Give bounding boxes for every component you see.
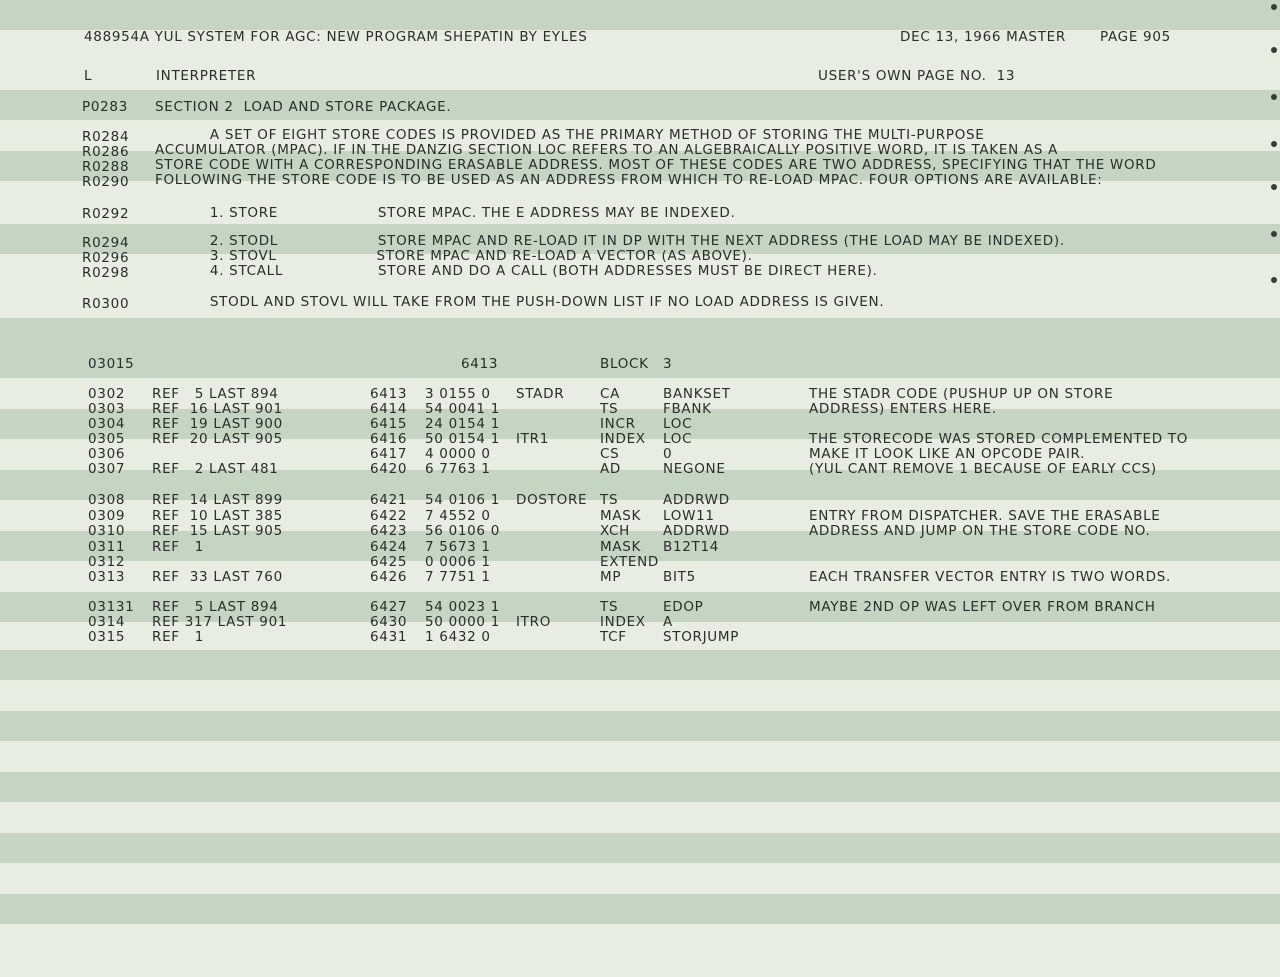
octal-word: 1 6432 0: [425, 629, 491, 645]
remark-text: 1. STORE STORE MPAC. THE E ADDRESS MAY BE INDEXED.: [155, 205, 736, 221]
section-code: L: [84, 68, 93, 84]
block-number: 3: [663, 356, 673, 372]
line-number: 0315: [88, 629, 126, 645]
remark-id: R0286: [82, 144, 130, 160]
line-number: 0310: [88, 523, 126, 539]
paper-band: [0, 772, 1280, 802]
opcode: AD: [600, 461, 622, 477]
paper-band: [0, 0, 1280, 30]
reference: REF 317 LAST 901: [152, 614, 288, 630]
reference: REF 2 LAST 481: [152, 461, 279, 477]
remark-id: R0284: [82, 129, 130, 145]
remark-text: 2. STODL STORE MPAC AND RE-LOAD IT IN DP WITH THE NEXT ADDRESS (THE LOAD MAY BE INDEXED).: [155, 233, 1065, 249]
operand: NEGONE: [663, 461, 726, 477]
remark-text: A SET OF EIGHT STORE CODES IS PROVIDED AS THE PRIMARY METHOD OF STORING THE MULTI-PURPOSE: [155, 127, 985, 143]
opcode: MASK: [600, 508, 642, 524]
operand: ADDRWD: [663, 492, 730, 508]
address: 6422: [370, 508, 408, 524]
operand: BANKSET: [663, 386, 731, 402]
tractor-hole: [1271, 4, 1277, 10]
address: 6413: [370, 386, 408, 402]
opcode: MASK: [600, 539, 642, 555]
paper-band: [0, 833, 1280, 863]
octal-word: 54 0023 1: [425, 599, 501, 615]
comment: EACH TRANSFER VECTOR ENTRY IS TWO WORDS.: [809, 569, 1171, 585]
operand: ADDRWD: [663, 523, 730, 539]
line-number: 0305: [88, 431, 126, 447]
reference: REF 5 LAST 894: [152, 599, 279, 615]
line-number: 03131: [88, 599, 135, 615]
octal-word: 50 0000 1: [425, 614, 501, 630]
reference: REF 1: [152, 629, 205, 645]
octal-word: 0 0006 1: [425, 554, 491, 570]
operand: B12T14: [663, 539, 720, 555]
address: 6426: [370, 569, 408, 585]
address: 6430: [370, 614, 408, 630]
reference: REF 33 LAST 760: [152, 569, 283, 585]
address: 6415: [370, 416, 408, 432]
remark-text: 3. STOVL STORE MPAC AND RE-LOAD A VECTOR (AS ABOVE).: [155, 248, 753, 264]
remark-id: R0298: [82, 265, 130, 281]
label: ITR1: [516, 431, 549, 447]
line-number: 0311: [88, 539, 126, 555]
tractor-hole: [1271, 231, 1277, 237]
remark-text: SECTION 2 LOAD AND STORE PACKAGE.: [155, 99, 452, 115]
octal-word: 24 0154 1: [425, 416, 501, 432]
line-number: 0313: [88, 569, 126, 585]
octal-word: 3 0155 0: [425, 386, 491, 402]
operand: STORJUMP: [663, 629, 740, 645]
remark-text: ACCUMULATOR (MPAC). IF IN THE DANZIG SECTION LOC REFERS TO AN ALGEBRAICALLY POSITIVE WORD, IT IS TAKEN AS A: [155, 142, 1059, 158]
remark-id: P0283: [82, 99, 128, 115]
address: 6427: [370, 599, 408, 615]
line-number: 0309: [88, 508, 126, 524]
block-label: BLOCK: [600, 356, 649, 372]
address: 6421: [370, 492, 408, 508]
tractor-hole: [1271, 277, 1277, 283]
reference: REF 5 LAST 894: [152, 386, 279, 402]
remark-text: STORE CODE WITH A CORRESPONDING ERASABLE ADDRESS. MOST OF THESE CODES ARE TWO ADDRESS, SPECIFYING THAT THE WORD: [155, 157, 1157, 173]
operand: FBANK: [663, 401, 712, 417]
block-line-number: 03015: [88, 356, 135, 372]
listing-date: DEC 13, 1966 MASTER: [900, 29, 1066, 45]
tractor-hole: [1271, 94, 1277, 100]
remark-text: FOLLOWING THE STORE CODE IS TO BE USED AS AN ADDRESS FROM WHICH TO RE-LOAD MPAC. FOUR OPTIONS ARE AVAILABLE:: [155, 172, 1103, 188]
operand: LOW11: [663, 508, 715, 524]
operand: BIT5: [663, 569, 696, 585]
paper-band: [0, 711, 1280, 741]
remark-id: R0294: [82, 235, 130, 251]
reference: REF 20 LAST 905: [152, 431, 283, 447]
section-name: INTERPRETER: [156, 68, 257, 84]
remark-id: R0288: [82, 159, 130, 175]
octal-word: 54 0041 1: [425, 401, 501, 417]
address: 6420: [370, 461, 408, 477]
opcode: TCF: [600, 629, 627, 645]
remark-id: R0292: [82, 206, 130, 222]
tractor-hole: [1271, 141, 1277, 147]
address: 6431: [370, 629, 408, 645]
line-number: 0307: [88, 461, 126, 477]
remark-text: 4. STCALL STORE AND DO A CALL (BOTH ADDRESSES MUST BE DIRECT HERE).: [155, 263, 878, 279]
address: 6417: [370, 446, 408, 462]
operand: LOC: [663, 431, 693, 447]
octal-word: 7 5673 1: [425, 539, 491, 555]
paper-band: [0, 318, 1280, 348]
reference: REF 14 LAST 899: [152, 492, 283, 508]
label: DOSTORE: [516, 492, 588, 508]
tractor-hole: [1271, 184, 1277, 190]
opcode: INDEX: [600, 431, 646, 447]
comment: ADDRESS) ENTERS HERE.: [809, 401, 997, 417]
address: 6424: [370, 539, 408, 555]
opcode: EXTEND: [600, 554, 660, 570]
operand: EDOP: [663, 599, 704, 615]
user-page-number: USER'S OWN PAGE NO. 13: [818, 68, 1016, 84]
comment: ADDRESS AND JUMP ON THE STORE CODE NO.: [809, 523, 1151, 539]
reference: REF 16 LAST 901: [152, 401, 283, 417]
opcode: CA: [600, 386, 621, 402]
octal-word: 54 0106 1: [425, 492, 501, 508]
octal-word: 50 0154 1: [425, 431, 501, 447]
line-number: 0302: [88, 386, 126, 402]
octal-word: 7 4552 0: [425, 508, 491, 524]
label: STADR: [516, 386, 565, 402]
line-number: 0314: [88, 614, 126, 630]
comment: MAYBE 2ND OP WAS LEFT OVER FROM BRANCH: [809, 599, 1156, 615]
line-number: 0312: [88, 554, 126, 570]
listing-page-number: PAGE 905: [1100, 29, 1171, 45]
comment: THE STADR CODE (PUSHUP UP ON STORE: [809, 386, 1114, 402]
comment: (YUL CANT REMOVE 1 BECAUSE OF EARLY CCS): [809, 461, 1157, 477]
opcode: TS: [600, 492, 619, 508]
remark-id: R0290: [82, 174, 130, 190]
tractor-hole: [1271, 47, 1277, 53]
octal-word: 6 7763 1: [425, 461, 491, 477]
line-number: 0308: [88, 492, 126, 508]
address: 6425: [370, 554, 408, 570]
comment: ENTRY FROM DISPATCHER. SAVE THE ERASABLE: [809, 508, 1161, 524]
opcode: INCR: [600, 416, 636, 432]
line-number: 0306: [88, 446, 126, 462]
comment: THE STORECODE WAS STORED COMPLEMENTED TO: [809, 431, 1189, 447]
line-number: 0303: [88, 401, 126, 417]
label: ITRO: [516, 614, 552, 630]
opcode: INDEX: [600, 614, 646, 630]
remark-id: R0296: [82, 250, 130, 266]
operand: LOC: [663, 416, 693, 432]
listing-title: 488954A YUL SYSTEM FOR AGC: NEW PROGRAM SHEPATIN BY EYLES: [84, 29, 588, 45]
line-number: 0304: [88, 416, 126, 432]
opcode: CS: [600, 446, 620, 462]
opcode: TS: [600, 401, 619, 417]
reference: REF 15 LAST 905: [152, 523, 283, 539]
operand: 0: [663, 446, 673, 462]
paper-band: [0, 650, 1280, 680]
opcode: XCH: [600, 523, 630, 539]
address: 6423: [370, 523, 408, 539]
remark-id: R0300: [82, 296, 130, 312]
operand: A: [663, 614, 673, 630]
block-address: 6413: [461, 356, 499, 372]
remark-text: STODL AND STOVL WILL TAKE FROM THE PUSH-DOWN LIST IF NO LOAD ADDRESS IS GIVEN.: [155, 294, 885, 310]
address: 6414: [370, 401, 408, 417]
reference: REF 19 LAST 900: [152, 416, 283, 432]
octal-word: 56 0106 0: [425, 523, 501, 539]
comment: MAKE IT LOOK LIKE AN OPCODE PAIR.: [809, 446, 1086, 462]
address: 6416: [370, 431, 408, 447]
opcode: TS: [600, 599, 619, 615]
reference: REF 1: [152, 539, 205, 555]
opcode: MP: [600, 569, 622, 585]
octal-word: 7 7751 1: [425, 569, 491, 585]
octal-word: 4 0000 0: [425, 446, 491, 462]
paper-band: [0, 894, 1280, 924]
reference: REF 10 LAST 385: [152, 508, 283, 524]
